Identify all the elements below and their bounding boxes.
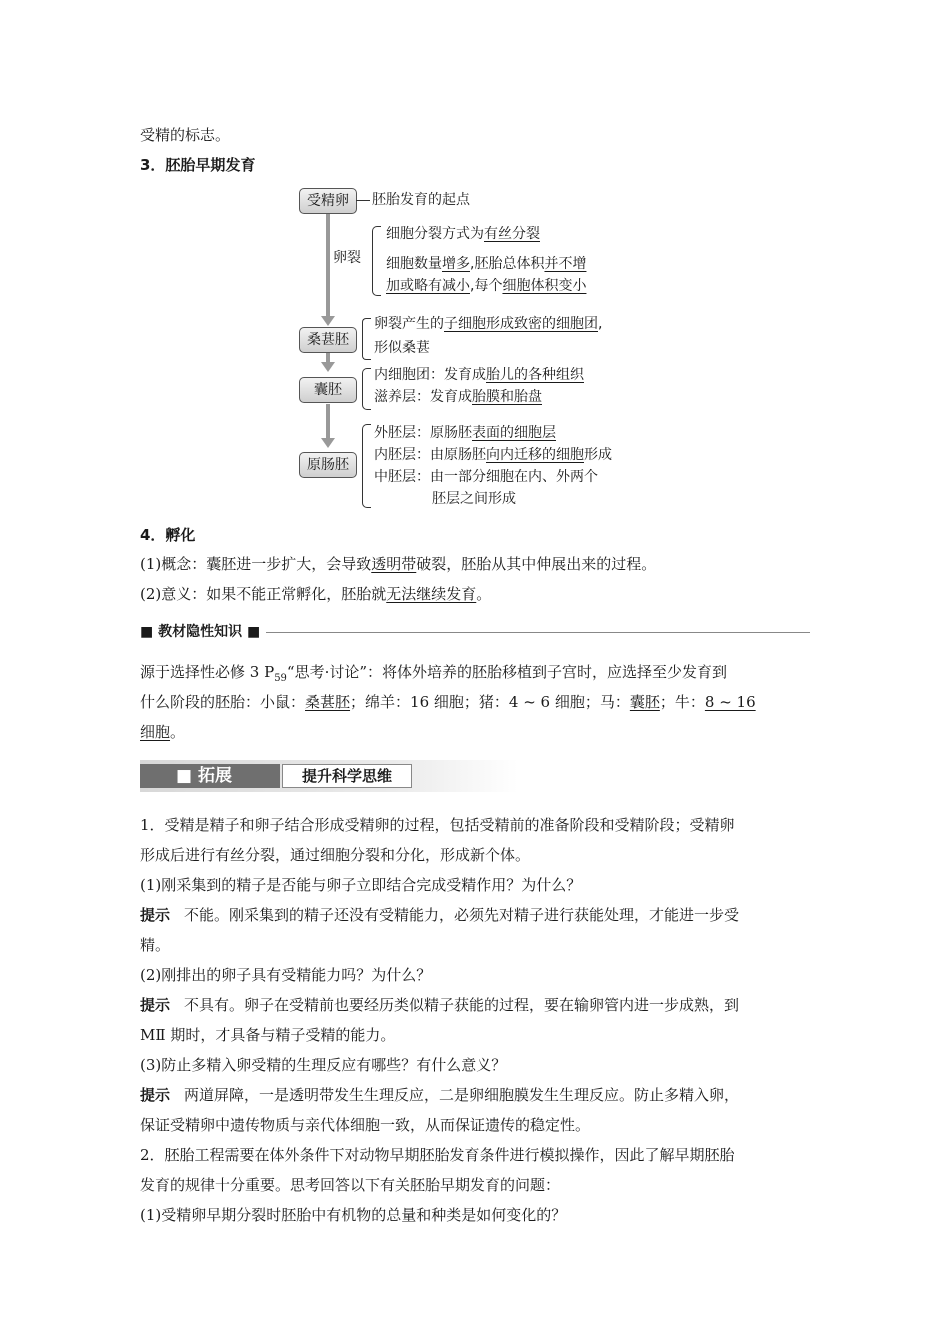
stage-zygote: 受精卵 [299,188,357,214]
blastocyst-line-1: 内细胞团：发育成胎儿的各种组织 [374,367,584,383]
q1-sub-1: (1)刚采集到的精子是否能与卵子立即结合完成受精作用？为什么？ [140,876,582,894]
hidden-line-1: 源于选择性必修 3 $P_{59}“$思考·讨论”：将体外培养的胚胎移植到子宫时，应选择至少发育到 [140,663,728,684]
morula-line-1: 卵裂产生的子细胞形成致密的细胞团, [374,316,603,332]
morula-line-2: 形似桑葚 [374,340,430,356]
extension-label: ■ 拓展 [140,764,280,788]
blastocyst-brace [362,368,371,410]
q1-line-2: 形成后进行有丝分裂，通过细胞分裂和分化，形成新个体。 [140,846,531,864]
extension-subtitle: 提升科学思维 [282,764,412,788]
morula-brace [362,318,371,360]
a1-sub-3-line-1: 提示 两道屏障，一是透明带发生生理反应，二是卵细胞膜发生生理反应。防止多精入卵， [140,1086,740,1104]
q2-line-1: 2．胚胎工程需要在体外条件下对动物早期胚胎发育条件进行模拟操作，因此了解早期胚胎 [140,1146,735,1164]
stage-gastrula: 原肠胚 [299,452,357,478]
intro-tail: 受精的标志。 [140,126,231,144]
cleavage-line-1: 细胞分裂方式为有丝分裂 [386,226,540,242]
cleavage-label: 卵裂 [333,250,361,266]
cleavage-line-2: 细胞数量增多,胚胎总体积并不增 [386,256,587,272]
q2-sub-1: (1)受精卵早期分裂时胚胎中有机物的总量和种类是如何变化的？ [140,1206,567,1224]
q2-line-2: 发育的规律十分重要。思考回答以下有关胚胎早期发育的问题： [140,1176,561,1194]
a1-sub-1-line-2: 精。 [140,936,171,954]
q1-sub-2: (2)刚排出的卵子具有受精能力吗？为什么？ [140,966,432,984]
section-3-title: 3．胚胎早期发育 [140,156,256,174]
hatching-concept: (1)概念：囊胚进一步扩大，会导致透明带破裂，胚胎从其中伸展出来的过程。 [140,555,657,573]
hidden-knowledge-title: ■ 教材隐性知识 ■ [140,622,266,642]
gastrula-line-1: 外胚层：原肠胚表面的细胞层 [374,425,556,441]
cleavage-brace [372,226,381,296]
q1-sub-3: (3)防止多精入卵受精的生理反应有哪些？有什么意义？ [140,1056,507,1074]
blastocyst-line-2: 滋养层：发育成胎膜和胎盘 [374,389,542,405]
gastrula-line-3: 中胚层：由一部分细胞在内、外两个 [374,469,598,485]
gastrula-line-2: 内胚层：由原肠胚向内迁移的细胞形成 [374,447,612,463]
hidden-line-3: 细胞。 [140,723,186,741]
gastrula-line-4: 胚层之间形成 [432,491,516,507]
zygote-connector [356,200,370,201]
hidden-line-2: 什么阶段的胚胎：小鼠：桑葚胚；绵羊：16 细胞；猪：4 ~ 6 细胞；马：囊胚；牛：8 ~ 16 [140,693,756,711]
gastrula-brace [362,424,371,508]
a1-sub-2-line-1: 提示 不具有。卵子在受精前也要经历类似精子获能的过程，要在输卵管内进一步成熟，到 [140,996,740,1014]
zygote-note: 胚胎发育的起点 [372,192,470,208]
hatching-meaning: (2)意义：如果不能正常孵化，胚胎就无法继续发育。 [140,585,492,603]
stage-blastocyst: 囊胚 [299,377,357,403]
cleavage-line-3: 加或略有减小,每个细胞体积变小 [386,278,587,294]
section-4-title: 4．孵化 [140,526,196,544]
q1-line-1: 1．受精是精子和卵子结合形成受精卵的过程，包括受精前的准备阶段和受精阶段；受精卵 [140,816,735,834]
hidden-knowledge-header [140,622,810,642]
a1-sub-2-line-2: MⅡ 期时，才具备与精子受精的能力。 [140,1026,396,1044]
a1-sub-3-line-2: 保证受精卵中遗传物质与亲代体细胞一致，从而保证遗传的稳定性。 [140,1116,591,1134]
a1-sub-1-line-1: 提示 不能。刚采集到的精子还没有受精能力，必须先对精子进行获能处理，才能进一步受 [140,906,740,924]
stage-morula: 桑葚胚 [299,327,357,353]
